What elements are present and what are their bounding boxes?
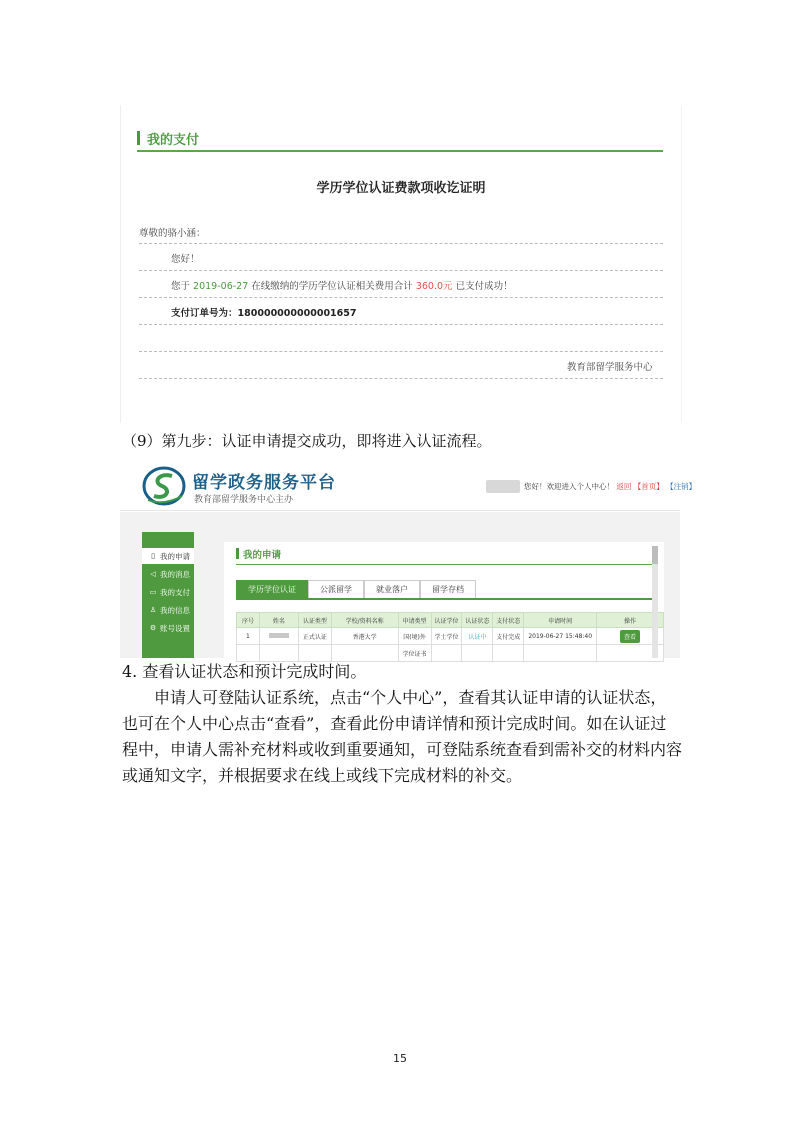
table-header: 认证类型 xyxy=(298,613,331,628)
platform-brand: 留学政务服务平台 xyxy=(192,473,336,493)
table-row xyxy=(237,628,664,645)
sidebar-item-payments[interactable]: ▭ 我的支付 xyxy=(149,587,190,597)
section4-heading: 4. 查看认证状态和预计完成时间。 xyxy=(122,662,367,681)
cell-time: 2019-06-27 15:48:40 xyxy=(524,628,597,645)
table-header: 认证状态 xyxy=(462,613,493,628)
back-link[interactable]: 返回 xyxy=(616,482,632,491)
content-panel xyxy=(224,542,664,658)
message-icon: ◁ xyxy=(150,570,156,578)
dashed-divider xyxy=(139,297,663,298)
cell-status: 认证中 xyxy=(462,628,493,645)
section-title: 我的支付 xyxy=(147,133,200,148)
payment-amount: 360.0元 xyxy=(415,281,453,292)
cell-partial: 学位证书 xyxy=(398,645,431,662)
cell-pay-status: 支付完成 xyxy=(493,628,524,645)
dashed-divider xyxy=(139,378,663,379)
dashed-divider xyxy=(139,324,663,325)
table-header: 支付状态 xyxy=(493,613,524,628)
section4-line-3: 程中，申请人需补充材料或收到重要通知，可登陆系统查看到需补交的材料内容 xyxy=(122,740,683,759)
order-number: 支付订单号为：180000000000001657 xyxy=(171,308,357,319)
content-title: 我的申请 xyxy=(243,550,282,561)
receipt-title: 学历学位认证费款项收讫证明 xyxy=(316,181,486,196)
tab-bar xyxy=(236,580,656,600)
section4-line-2: 也可在个人中心点击“查看”，查看此份申请详情和预计完成时间。如在认证过 xyxy=(122,714,667,733)
sidebar-item-profile[interactable]: ♙ 我的信息 xyxy=(149,605,190,615)
table-header: 序号 xyxy=(237,613,260,628)
cell-type: 正式认证 xyxy=(298,628,331,645)
table-header: 申请时间 xyxy=(524,613,597,628)
view-button[interactable]: 查看 xyxy=(620,630,640,643)
table-header: 姓名 xyxy=(259,613,298,628)
tab-employment-settlement[interactable]: 就业落户 xyxy=(364,580,420,598)
logout-link[interactable]: 【注销】 xyxy=(666,482,697,491)
tab-public-study-abroad[interactable]: 公派留学 xyxy=(308,580,364,598)
document-icon: ▯ xyxy=(151,552,155,560)
cell-school: 香港大学 xyxy=(331,628,398,645)
platform-screenshot xyxy=(120,462,697,658)
tab-archive[interactable]: 留学存档 xyxy=(420,580,476,598)
payment-date: 2019-06-27 xyxy=(193,281,249,292)
table-header: 认证学位 xyxy=(431,613,462,628)
section-marker xyxy=(137,131,140,145)
section4-line-1: 申请人可登陆认证系统，点击“个人中心”，查看其认证申请的认证状态， xyxy=(154,688,667,707)
sidebar-item-applications[interactable]: ▯ 我的申请 xyxy=(142,548,194,564)
sidebar-item-messages[interactable]: ◁ 我的消息 xyxy=(142,566,194,582)
dashed-divider xyxy=(139,351,663,352)
greeting: 尊敬的骆小涵： xyxy=(139,228,206,239)
blurred-username xyxy=(486,480,520,493)
sidebar xyxy=(142,532,194,658)
section-divider xyxy=(236,564,654,565)
cell-apply-type: 国(境)外 xyxy=(398,628,431,645)
page-number: 15 xyxy=(393,1052,407,1065)
settings-icon: ⚙ xyxy=(149,624,157,632)
card-icon: ▭ xyxy=(149,588,157,596)
table-header: 学校/资料名称 xyxy=(331,613,398,628)
scrollbar-thumb[interactable] xyxy=(652,546,658,564)
issuer: 教育部留学服务中心 xyxy=(567,362,653,373)
cell-degree: 学士学位 xyxy=(431,628,462,645)
step9-caption: （9）第九步：认证申请提交成功，即将进入认证流程。 xyxy=(122,432,492,450)
table-header: 申请类型 xyxy=(398,613,431,628)
cell-no: 1 xyxy=(237,628,260,645)
payment-receipt-screenshot xyxy=(120,105,682,423)
sidebar-item-account-settings[interactable]: ⚙ 账号设置 xyxy=(149,623,190,633)
dashed-divider xyxy=(139,243,663,244)
platform-subtitle: 教育部留学服务中心主办 xyxy=(194,495,294,505)
welcome-bar: 您好！欢迎进入个人中心！ 返回 【首页】 【注销】 xyxy=(524,482,697,491)
tab-degree-certification[interactable]: 学历学位认证 xyxy=(236,580,308,598)
hello-text: 您好！ xyxy=(171,254,200,265)
section4-line-4: 或通知文字，并根据要求在线上或线下完成材料的补交。 xyxy=(122,766,523,785)
payment-message: 您于 2019-06-27 在线缴纳的学历学位认证相关费用合计 360.0元 已支付成功！ xyxy=(171,281,513,292)
user-icon: ♙ xyxy=(149,606,157,614)
blurred-name xyxy=(269,633,289,638)
applications-table xyxy=(236,612,664,662)
section-divider xyxy=(137,150,663,152)
home-link[interactable]: 【首页】 xyxy=(633,482,664,491)
platform-header xyxy=(120,462,697,511)
dashed-divider xyxy=(139,270,663,271)
table-header-row xyxy=(237,613,664,628)
cell-name xyxy=(259,628,298,645)
platform-logo-icon xyxy=(142,466,188,506)
section-marker xyxy=(236,548,239,559)
table-header: 操作 xyxy=(597,613,664,628)
